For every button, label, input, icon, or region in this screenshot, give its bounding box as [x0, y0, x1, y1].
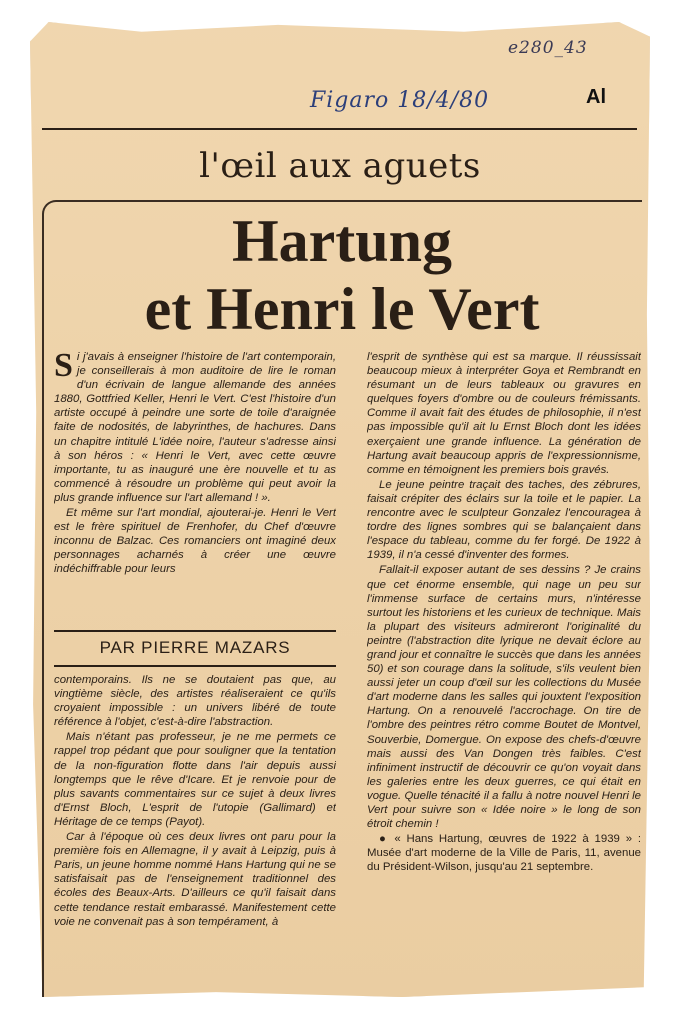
byline: PAR PIERRE MAZARS	[99, 638, 291, 657]
body-column-right	[367, 350, 641, 980]
body-paragraph: Le jeune peintre traçait des taches, des zébrures, faisait crépiter des éclairs sur la toile et le papier. La rencontre avec le sculpteur Gonzalez l'encouragea à tordre des lignes sombres qui se balançaient dans l'espace du tableau, comme du fer forgé. De 1922 à 1939, il n'a cessé d'inventer des formes.	[367, 478, 641, 562]
adjacent-heading-fragment: Al	[586, 86, 606, 108]
headline-line-2: et Henri le Vert	[144, 276, 540, 342]
body-column-left-top	[54, 350, 336, 615]
handwritten-source-note: Figaro 18/4/80	[310, 88, 490, 113]
body-column-left-bottom	[54, 673, 336, 983]
top-rule	[42, 128, 637, 130]
exhibition-info-text: « Hans Hartung, œuvres de 1922 à 1939 » : Musée d'art moderne de la Ville de Paris, 11, avenue du Président-Wilson, jusqu'au 21 septembre.	[367, 833, 641, 874]
exhibition-info	[367, 832, 641, 874]
body-paragraph: Et même sur l'art mondial, ajouterai-je. Henri le Vert est le frère spirituel de Frenhofer, du Chef d'œuvre inconnu de Balzac. Ces romanciers ont imaginé deux personnages acharnés à créer une œuvre indéchiffrable pour leurs	[54, 507, 336, 576]
drop-cap: S	[54, 350, 73, 384]
paragraph-text: i j'avais à enseigner l'histoire de l'art contemporain, je conseillerais à mon auditoire de lire le roman d'un écrivain de langue allemande des années 1880, Gottfried Keller, Henri le Vert. C'est l'histoire d'un artiste occupé à peindre une sorte de toile d'araignée faite de nodosités, de labyrinthes, de hachures. Dans un chapitre intitulé L'idée noire, l'auteur s'adresse ainsi à son héros : « Henri le Vert, avec cette œuvre importante, tu as inauguré une ère nouvelle et tu as commencé à résoudre un problème qui peut avoir la plus grande influence sur l'art allemand ! ».	[54, 351, 336, 504]
headline-line-1: Hartung	[231, 208, 453, 274]
column-rubric: l'œil aux aguets	[199, 146, 481, 186]
archive-number: e280_43	[508, 38, 588, 58]
body-paragraph: contemporains. Ils ne se doutaient pas que, au vingtième siècle, des artistes réaliseraient ce qu'ils croyaient impossible : un univers libéré de toute référence à l'objet, c'est-à-dire l'abstraction.	[54, 674, 336, 729]
body-paragraph	[54, 350, 336, 505]
body-paragraph: Car à l'époque où ces deux livres ont paru pour la première fois en Allemagne, il y avait à Leipzig, puis à Paris, un jeune homme nommé Hans Hartung qui ne se satisfaisait pas de l'enseignement traditionnel des écoles des Beaux-Arts. D'ailleurs ce qu'il faisait dans cette tendance restait embarassé. Manifestement cette voie ne convenait pas à son tempérament, à	[54, 831, 336, 928]
bullet-icon: ●	[379, 833, 389, 846]
body-paragraph: Mais n'étant pas professeur, je ne me permets ce rappel trop pédant que pour souligner que la tentation de la non-figuration flotte dans l'air depuis aussi longtemps que le rêve d'Icare. Et je renvoie pour de plus savants commentaires sur ce sujet à deux livres d'Ernst Bloch, L'esprit de l'utopie (Gallimard) et Héritage de ce temps (Payot).	[54, 731, 336, 828]
body-paragraph: l'esprit de synthèse qui est sa marque. Il réussissait beaucoup mieux à interpréter Goya et Rembrandt en résumant un de leurs tableaux ou gravures en quelques foyers d'ombre ou de couleurs frémissants. Comme il avait fait des études de philosophie, il n'est pas impossible qu'il ait lu Ernst Bloch dont les idées exerçaient une grande influence. La génération de Hartung avait beaucoup appris de l'expressionnisme, comme en témoignent les premiers bois gravés.	[367, 351, 641, 476]
body-paragraph: Fallait-il exposer autant de ses dessins ? Je crains que cet énorme ensemble, qui nage un peu sur l'immense surface de certains murs, n'intéresse surtout les historiens et les curieux de technique. Mais la plupart des visiteurs admireront l'originalité du peintre (l'abstraction dite lyrique ne devait éclore au grand jour et connaître le succès que dans les années 50) et son courage dans la solitude, s'ils veulent bien aussi jeter un coup d'œil sur les collections du Musée d'art moderne dans les salles qui jouxtent l'exposition Hartung. On a renouvelé l'accrochage. On tire de l'ombre des peintres rétro comme Boutet de Montvel, Souverbie, Domergue. On expose des chefs-d'œuvre mais aussi des Van Dongen très faibles. C'est infiniment instructif de découvrir ce qu'on voyait dans les galeries entre les deux guerres, ce qui était en vogue. Quelle ténacité il a fallu à notre nouvel Henri le Vert pour suivre son « Idée noire » le long de son étroit chemin !	[367, 564, 641, 831]
byline-rule-top	[54, 630, 336, 632]
byline-rule-bottom	[54, 665, 336, 667]
